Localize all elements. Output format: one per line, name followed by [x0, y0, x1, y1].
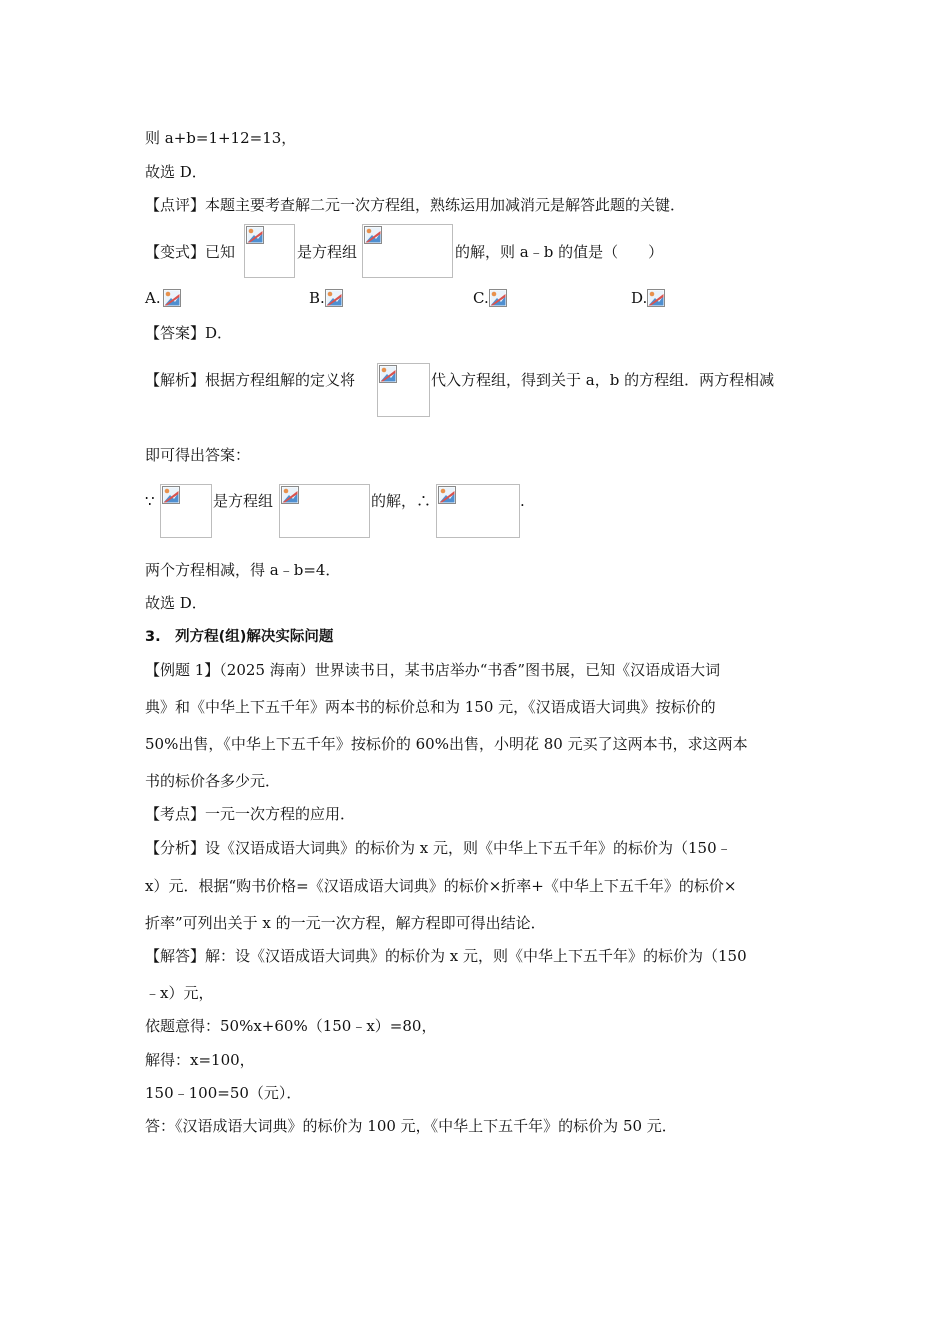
broken-image-icon	[379, 365, 397, 383]
broken-image-icon	[647, 289, 665, 307]
comment-line: 【点评】本题主要考查解二元一次方程组，熟练运用加减消元是解答此题的关键．	[145, 196, 686, 214]
option-c-image	[489, 289, 508, 308]
paragraph-line: 依题意得：50%x+60%（150﹣x）=80，	[145, 1017, 437, 1035]
option-b-image	[325, 289, 344, 308]
paragraph-line: 【分析】设《汉语成语大词典》的标价为 x 元，则《中华上下五千年》的标价为（150﹣	[145, 839, 732, 857]
equation-system-image	[362, 224, 453, 278]
equation-system-image	[436, 484, 520, 538]
broken-image-icon	[325, 289, 343, 307]
text-segment: 代入方程组，得到关于 a，b 的方程组．两方程相减	[431, 371, 775, 389]
paragraph-line: x）元．根据“购书价格=《汉语成语大词典》的标价×折率+《中华上下五千年》的标价×	[145, 877, 737, 895]
text-line: 故选 D．	[145, 163, 207, 181]
paragraph-line: 书的标价各多少元．	[145, 772, 281, 790]
option-a-label: A.	[145, 289, 161, 307]
paragraph-line: 【例题 1】（2025 海南）世界读书日，某书店举办“书香”图书展，已知《汉语成语大词	[145, 661, 721, 679]
solution-image	[160, 484, 212, 538]
broken-image-icon	[489, 289, 507, 307]
broken-image-icon	[364, 226, 382, 244]
paragraph-line: 【解答】解：设《汉语成语大词典》的标价为 x 元，则《中华上下五千年》的标价为（150	[145, 947, 747, 965]
paragraph-line: 折率”可列出关于 x 的一元一次方程，解方程即可得出结论．	[145, 914, 546, 932]
section-heading: 3. 列方程(组)解决实际问题	[145, 629, 334, 645]
broken-image-icon	[281, 486, 299, 504]
answer-line: 【答案】D．	[145, 324, 233, 342]
option-c-label: C.	[473, 289, 489, 307]
text-segment: 的解，∴	[371, 492, 432, 510]
broken-image-icon	[246, 226, 264, 244]
solution-image	[244, 224, 295, 278]
text-segment: 是方程组	[297, 243, 358, 261]
text-segment: 的解，则 a﹣b 的值是（ ）	[455, 243, 664, 261]
broken-image-icon	[163, 289, 181, 307]
because-symbol: ∵	[145, 492, 155, 510]
paragraph-line: ﹣x）元，	[145, 984, 214, 1002]
option-d-image	[647, 289, 666, 308]
equation-system-image	[279, 484, 370, 538]
solution-image	[377, 363, 430, 417]
paragraph-line: 50%出售，《中华上下五千年》按标价的 60%出售，小明花 80 元买了这两本书，求这两本	[145, 735, 748, 753]
paragraph-line: 答：《汉语成语大词典》的标价为 100 元，《中华上下五千年》的标价为 50 元．	[145, 1117, 677, 1135]
text-line: 故选 D．	[145, 594, 207, 612]
option-d-label: D.	[631, 289, 648, 307]
paragraph-line: 解得：x=100，	[145, 1051, 255, 1069]
text-line: 即可得出答案：	[145, 446, 251, 464]
paragraph-line: 150﹣100=50（元）．	[145, 1084, 302, 1102]
paragraph-line: 典》和《中华上下五千年》两本书的标价总和为 150 元，《汉语成语大词典》按标价的	[145, 698, 716, 716]
text-segment: .	[520, 492, 525, 510]
text-line: 则 a+b=1+12=13，	[145, 129, 297, 147]
paragraph-line: 【考点】一元一次方程的应用．	[145, 805, 356, 823]
broken-image-icon	[162, 486, 180, 504]
variant-label: 【变式】已知	[145, 243, 236, 261]
analysis-label: 【解析】根据方程组解的定义将	[145, 371, 356, 389]
broken-image-icon	[438, 486, 456, 504]
text-segment: 是方程组	[213, 492, 274, 510]
option-b-label: B.	[309, 289, 325, 307]
text-line: 两个方程相减，得 a﹣b=4．	[145, 561, 341, 579]
option-a-image	[163, 289, 182, 308]
